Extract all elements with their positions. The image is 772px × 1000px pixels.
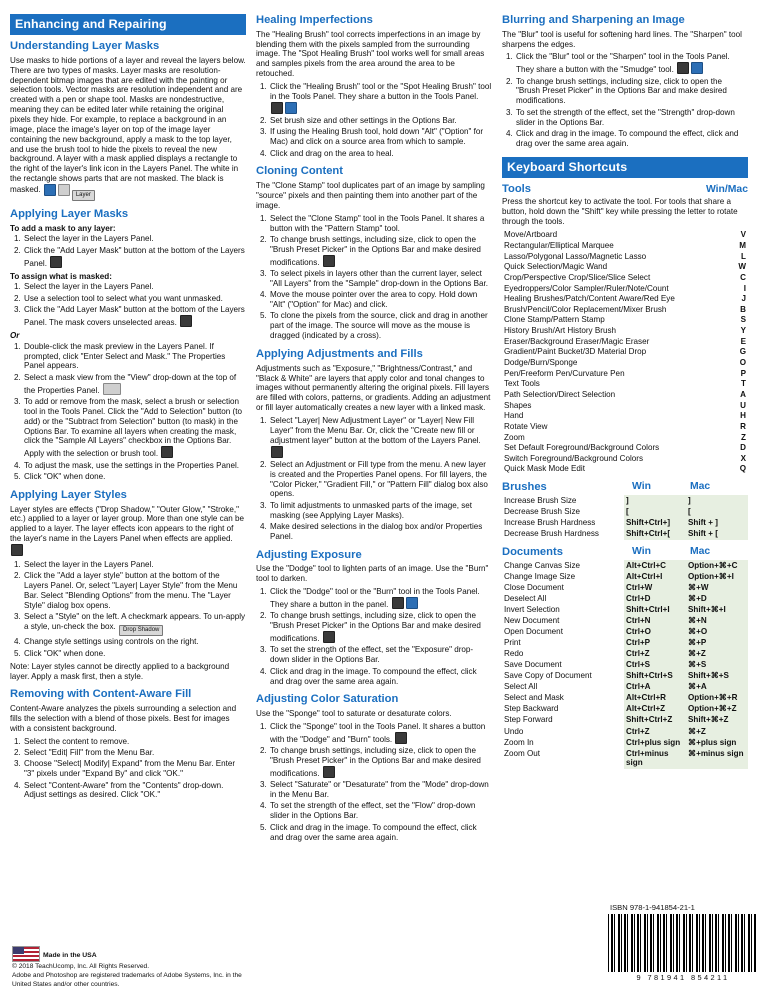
shortcut-name: Invert Selection — [504, 604, 560, 614]
drop-shadow-checkbox: Drop Shadow — [119, 625, 163, 636]
list-item: 5. Click "OK" when done. — [23, 649, 246, 659]
isbn-text: ISBN 978-1-941854-21-1 — [610, 902, 695, 912]
tool-name: Rectangular/Elliptical Marquee — [504, 241, 614, 250]
shortcut-win: Shift+Ctrl+Z — [624, 715, 686, 726]
shortcut-win: Alt+Ctrl+I — [624, 571, 686, 582]
shortcut-mac: Shift + ] — [686, 517, 748, 528]
tool-name: Text Tools — [504, 379, 540, 389]
list-item: 1. Click the "Dodge" tool or the "Burn" tool in the Tools Panel. They share a button in the panel. — [269, 587, 492, 610]
shortcut-name: Close Document — [504, 582, 564, 592]
list-item: 4. To set the strength of the effect, set the "Flow" drop-down slider in the Options Bar. — [269, 801, 492, 821]
brush-preset-picker-icon — [323, 255, 335, 267]
table-row — [502, 593, 748, 604]
brush-preset-picker-icon — [323, 766, 335, 778]
paragraph-layer-masks-intro: Use masks to hide portions of a layer and reveal the layers below. There are two types of masks. Layer masks are resolution-dependent bitmap images that are edited with the painting or selection tools. Vector masks are resolution independent and are created with a pen or shape tool. Masks are nondestructive, meaning they can be edited later while retaining the original pixels they hide. For example, to replace a background in an image, place the image's layer on top of the image layer containing the new background, apply a mask to the top layer, and use the brush tool to hide the pixels to reveal the new background. A layer with a mask applied displays a rectangle to the right of the layer's link icon in the Layers Panel. The white in the rectangle shows parts that are not masked. The black is masked. Layer — [10, 56, 246, 201]
tool-name: Hand — [504, 411, 524, 421]
table-row — [502, 304, 748, 315]
brushes-shortcut-table — [502, 495, 748, 539]
table-row — [502, 379, 748, 390]
table-row — [502, 682, 748, 693]
table-row — [502, 517, 748, 528]
tool-name: Brush/Pencil/Color Replacement/Mixer Brush — [504, 304, 667, 314]
list-item: 1. Select "Layer| New Adjustment Layer" or "Layer| New Fill Layer" from the Menu Bar. Or, click the "Create new fill or adjustment layer" button at the bottom of the Layers Panel. — [269, 416, 492, 458]
tool-key: E — [740, 336, 746, 346]
list-item: 2. Set brush size and other settings in the Options Bar. — [269, 116, 492, 126]
table-row — [502, 368, 748, 379]
tool-key: C — [740, 272, 746, 282]
table-row — [502, 358, 748, 369]
shortcut-name: Increase Brush Size — [504, 495, 577, 505]
usa-flag-icon — [12, 946, 40, 962]
list-item: 1. Double-click the mask preview in the Layers Panel. If prompted, click "Enter Select and Mask." The Properties Panel appears. — [23, 342, 246, 372]
list-item: 2. To change brush settings, including size, click to open the "Brush Preset Picker" in the Options Bar and make desired modifications. — [269, 611, 492, 644]
table-row — [502, 241, 748, 252]
shortcut-name: Open Document — [504, 627, 563, 637]
healing-brush-icon — [271, 102, 283, 114]
shortcut-mac: ⌘+A — [686, 682, 748, 693]
shortcut-win: Ctrl+plus sign — [624, 737, 686, 748]
tool-name: Gradient/Paint Bucket/3D Material Drop — [504, 347, 647, 357]
list-item: 3. To limit adjustments to unmasked parts of the image, set masking (see Applying Layer Masks). — [269, 501, 492, 521]
table-row — [502, 560, 748, 571]
table-row — [502, 432, 748, 443]
shortcut-mac: Option+⌘+Z — [686, 704, 748, 715]
list-assign-mask — [10, 282, 246, 327]
tool-key: W — [738, 262, 746, 272]
spot-healing-brush-icon — [285, 102, 297, 114]
table-row — [502, 495, 748, 506]
table-row — [502, 671, 748, 682]
shortcut-name: Change Canvas Size — [504, 560, 581, 570]
layer-effects-icon — [11, 544, 23, 556]
tool-name: Quick Mask Mode Edit — [504, 464, 585, 474]
list-item: 1. Select the "Clone Stamp" tool in the Tools Panel. It shares a button with the "Pattern Stamp" tool. — [269, 214, 492, 234]
table-row — [502, 626, 748, 637]
table-row — [502, 453, 748, 464]
list-item: 4. Make desired selections in the dialog box and/or Properties Panel. — [269, 522, 492, 542]
paragraph-exposure-intro: Use the "Dodge" tool to lighten parts of an image. Use the "Burn" tool to darken. — [256, 564, 489, 584]
list-item: 4. Move the mouse pointer over the area to copy. Hold down "Alt" ("Option" for Mac) and click. — [269, 290, 492, 310]
shortcut-mac: ⌘+Z — [686, 649, 748, 660]
table-row — [502, 400, 748, 411]
shortcut-win: Shift+Ctrl+] — [624, 517, 686, 528]
table-row — [502, 660, 748, 671]
table-row — [502, 283, 748, 294]
tool-name: Lasso/Polygonal Lasso/Magnetic Lasso — [504, 251, 647, 261]
table-row — [502, 411, 748, 422]
heading-applying-layer-styles: Applying Layer Styles — [10, 488, 127, 501]
paragraph-saturation-intro: Use the "Sponge" tool to saturate or desaturate colors. — [256, 709, 452, 719]
tool-name: Move/Artboard — [504, 230, 558, 240]
list-blur-sharpen — [502, 52, 748, 148]
list-item: 1. Select the layer in the Layers Panel. — [23, 560, 246, 570]
shortcut-name: Redo — [504, 649, 524, 659]
add-layer-mask-icon — [50, 256, 62, 268]
shortcut-win: Shift+Ctrl+I — [624, 604, 686, 615]
shortcut-win: ] — [624, 495, 686, 506]
documents-win-label: Win — [632, 545, 651, 557]
table-row — [502, 273, 748, 284]
list-item: 3. To add or remove from the mask, select a brush or selection tool in the Tools Panel. Click the "Add to Selection" button (to add) or the "Subtract from Selection" button (to mask) in the Options Bar. To examine all layers when creating the mask, click the "Sample All Layers" checkbox in the Options Bar. Apply with the selection or brush tool. — [23, 397, 246, 459]
table-row — [502, 422, 748, 433]
list-mask-properties — [10, 342, 246, 482]
tools-intro: Press the shortcut key to activate the tool. For tools that share a button, hold down the "Shift" key while pressing the letter to rotate through the tools. — [502, 197, 738, 227]
table-row — [502, 704, 748, 715]
list-item: 4. Select "Content-Aware" from the "Contents" drop-down. Adjust settings as desired. Click "OK." — [23, 781, 246, 801]
table-row — [502, 693, 748, 704]
list-add-mask — [10, 234, 246, 268]
selection-mode-icon — [161, 446, 173, 458]
list-item: 5. Click and drag in the image. To compound the effect, click and drag over the same area again. — [269, 823, 492, 843]
tool-name: Dodge/Burn/Sponge — [504, 358, 578, 368]
tool-name: Quick Selection/Magic Wand — [504, 262, 608, 272]
barcode-block — [608, 903, 758, 982]
shortcut-name: Step Forward — [504, 715, 553, 725]
table-row — [502, 506, 748, 517]
shortcut-win: Alt+Ctrl+R — [624, 693, 686, 704]
list-item: 4. Click and drag in the image. To compound the effect, click and drag over the same area again. — [515, 129, 748, 149]
add-layer-mask-icon — [180, 315, 192, 327]
tool-name: Shapes — [504, 400, 532, 410]
heading-healing-imperfections: Healing Imperfections — [256, 14, 373, 26]
column-middle — [256, 14, 502, 1000]
barcode-image — [608, 914, 756, 972]
list-item: 4. Click and drag in the image. To compound the effect, click and drag over the same area again. — [269, 667, 492, 687]
paragraph-layer-styles-intro: Layer styles are effects ("Drop Shadow," "Outer Glow," "Stroke," etc.) applied to a layer or layer group. More than one style can be applied to a layer. The layer effects icon appears to the right of the layer's name in the Layers Panel when effects are applied. — [10, 505, 246, 557]
heading-understanding-layer-masks: Understanding Layer Masks — [10, 40, 160, 53]
shortcut-win: Ctrl+Z — [624, 649, 686, 660]
list-item: 3. To set the strength of the effect, set the "Exposure" drop-down slider in the Options Bar. — [269, 645, 492, 665]
shortcut-name: Save Copy of Document — [504, 671, 592, 681]
shortcut-mac: Option+⌘+I — [686, 571, 748, 582]
shortcut-mac: ⌘+D — [686, 593, 748, 604]
made-in-usa-text: Made in the USA — [43, 952, 97, 960]
table-row — [502, 571, 748, 582]
list-item: 1. Select the layer in the Layers Panel. — [23, 282, 246, 292]
paragraph-adjustments-intro: Adjustments such as "Exposure," "Brightness/Contrast," and "Black & White" are layers that apply color and tonal changes to images without permanently altering the original pixels. Fill layers are filled with colors, patterns, or gradients. Adding an adjustment or fill layer automatically creates a new layer with a linked mask. — [256, 363, 491, 413]
brushes-mac-label: Mac — [690, 480, 711, 492]
list-item: 3. Select a "Style" on the left. A checkmark appears. To un-apply a style, un-check the box. Drop Shadow — [23, 612, 246, 636]
list-item: 3. Select "Saturate" or "Desaturate" from the "Mode" drop-down in the Menu Bar. — [269, 780, 492, 800]
tool-name: Rotate View — [504, 421, 548, 431]
list-item: 3. Click the "Add Layer Mask" button at the bottom of the Layers Panel. The mask covers unselected areas. — [23, 305, 246, 328]
list-item: 3. If using the Healing Brush tool, hold down "Alt" ("Option" for Mac) and click on a source area from which to sample. — [269, 127, 492, 147]
tool-key: I — [743, 283, 746, 293]
shortcut-name: Zoom Out — [504, 748, 540, 758]
shortcut-mac: Shift+⌘+S — [686, 671, 748, 682]
tool-key: A — [740, 389, 746, 399]
made-in-usa-row — [12, 946, 262, 963]
table-row — [502, 638, 748, 649]
list-item: 4. To adjust the mask, use the settings in the Properties Panel. — [23, 461, 246, 471]
tool-key: X — [740, 453, 746, 463]
view-dropdown-icon — [103, 383, 121, 395]
shortcut-name: Change Image Size — [504, 571, 576, 581]
shortcut-mac: ⌘+minus sign — [686, 748, 748, 769]
tool-key: L — [741, 251, 746, 261]
column-left — [10, 14, 256, 1000]
shortcut-mac: ⌘+O — [686, 626, 748, 637]
dodge-tool-icon — [392, 597, 404, 609]
tool-name: Healing Brushes/Patch/Content Aware/Red Eye — [504, 294, 675, 304]
list-item: 2. Click the "Add Layer Mask" button at the bottom of the Layers Panel. — [23, 246, 246, 269]
table-row — [502, 262, 748, 273]
list-adjustments — [256, 416, 492, 542]
tool-name: Eyedroppers/Color Sampler/Ruler/Note/Count — [504, 283, 669, 293]
shortcut-name: Decrease Brush Hardness — [504, 529, 599, 539]
shortcut-mac: Shift+⌘+I — [686, 604, 748, 615]
tool-key: V — [740, 230, 746, 240]
list-item: 5. Click "OK" when done. — [23, 472, 246, 482]
trademark-text: Adobe and Photoshop are registered trademarks of Adobe Systems, Inc. in the United States and/or other countries. — [12, 972, 242, 989]
shortcut-win: Ctrl+A — [624, 682, 686, 693]
tool-key: U — [740, 400, 746, 410]
table-row — [502, 582, 748, 593]
documents-shortcut-table — [502, 560, 748, 769]
tool-key: T — [741, 379, 746, 389]
tool-name: Path Selection/Direct Selection — [504, 389, 616, 399]
shortcut-name: Save Document — [504, 660, 562, 670]
tool-key: B — [740, 304, 746, 314]
list-item: 3. Choose "Select| Modify| Expand" from the Menu Bar. Enter "3" pixels under "Expand By" and click "OK." — [23, 759, 246, 779]
tool-key: M — [739, 241, 746, 250]
table-row — [502, 604, 748, 615]
copyright-text: © 2018 TeachUcomp, Inc. All Rights Reserved. — [12, 963, 150, 971]
tool-name: Crop/Perspective Crop/Slice/Slice Select — [504, 272, 651, 282]
brushes-table-header — [502, 481, 748, 495]
shortcut-name: Select All — [504, 682, 538, 692]
blur-tool-icon — [677, 62, 689, 74]
shortcut-name: Increase Brush Hardness — [504, 518, 596, 528]
paragraph-content-aware-intro: Content-Aware analyzes the pixels surrounding a selection and fills the selection with a blend of those pixels. Best for images with a consistent background. — [10, 704, 237, 733]
tool-key: O — [739, 358, 746, 368]
table-row — [502, 737, 748, 748]
shortcut-name: Select and Mask — [504, 693, 564, 703]
table-row — [502, 443, 748, 454]
shortcut-name: Undo — [504, 726, 524, 736]
label-or: Or — [10, 330, 20, 340]
shortcut-win: [ — [624, 506, 686, 517]
list-healing — [256, 82, 492, 159]
tools-table-header — [502, 183, 748, 197]
tool-name: Switch Foreground/Background Colors — [504, 453, 644, 463]
shortcut-mac: ⌘+W — [686, 582, 748, 593]
list-item: 2. Select a mask view from the "View" drop-down at the top of the Properties Panel. — [23, 373, 246, 396]
paragraph-healing-intro: The "Healing Brush" tool corrects imperfections in an image by blending them with the pixels sampled from the surrounding image. The "Spot Healing Brush" tool works well for small areas and samples pixels from the area around the area to be retouched. — [256, 29, 485, 79]
brushes-label: Brushes — [502, 480, 547, 493]
list-content-aware — [10, 737, 246, 801]
tool-name: Clone Stamp/Pattern Stamp — [504, 315, 605, 325]
tool-key: H — [740, 411, 746, 421]
list-item: 2. To change brush settings, including size, click to open the "Brush Preset Picker" in the Options Bar and make desired modifications. — [269, 746, 492, 779]
heading-blurring-sharpening: Blurring and Sharpening an Image — [502, 14, 685, 26]
shortcut-win: Ctrl+Z — [624, 726, 686, 737]
shortcut-mac: ⌘+plus sign — [686, 737, 748, 748]
table-row — [502, 230, 748, 241]
list-item: 2. Select an Adjustment or Fill type from the menu. A new layer is created and the Properties Panel opens. For fill layers, the "Color Picker," "Gradient Fill," or "Pattern Fill" dialog box also opens. — [269, 460, 492, 499]
list-item: 1. Select the layer in the Layers Panel. — [23, 234, 246, 244]
subheading-add-mask-any-layer: To add a mask to any layer: — [10, 223, 116, 233]
list-item: 1. Click the "Blur" tool or the "Sharpen" tool in the Tools Panel. They share a button with the "Smudge" tool. — [515, 52, 748, 75]
shortcut-win: Shift+Ctrl+[ — [624, 529, 686, 540]
tool-key: Z — [741, 432, 746, 442]
tool-key: S — [740, 315, 746, 325]
table-row — [502, 615, 748, 626]
shortcut-mac: [ — [686, 506, 748, 517]
shortcut-mac: ⌘+Z — [686, 726, 748, 737]
shortcut-win: Ctrl+W — [624, 582, 686, 593]
tools-key-column-label: Win/Mac — [705, 183, 748, 195]
brushes-win-label: Win — [632, 480, 651, 492]
paragraph-blur-intro: The "Blur" tool is useful for softening hard lines. The "Sharpen" tool sharpens the edges. — [502, 29, 742, 49]
list-saturation — [256, 722, 492, 842]
tool-key: Q — [739, 464, 746, 474]
table-row — [502, 347, 748, 358]
create-new-fill-adjustment-layer-icon — [271, 446, 283, 458]
list-item: 2. Use a selection tool to select what you want unmasked. — [23, 294, 246, 304]
list-item: 2. Select "Edit| Fill" from the Menu Bar. — [23, 748, 246, 758]
tool-key: J — [741, 294, 746, 304]
tool-name: Zoom — [504, 432, 525, 442]
shortcut-name: Print — [504, 638, 521, 648]
tool-name: Pen/Freeform Pen/Curvature Pen — [504, 368, 625, 378]
table-row — [502, 715, 748, 726]
list-item: 2. Click the "Add a layer style" button at the bottom of the Layers Panel. Or, select "Layer| Layer Style" from the Menu Bar. Select "Blending Options" from the menu. The "Layer Style" dialog box opens. — [23, 571, 246, 610]
heading-applying-layer-masks: Applying Layer Masks — [10, 207, 129, 220]
table-row — [502, 326, 748, 337]
shortcut-mac: ⌘+P — [686, 638, 748, 649]
shortcut-name: Deselect All — [504, 593, 547, 603]
tool-key: P — [740, 368, 746, 378]
list-item: 3. To select pixels in layers other than the current layer, select "All Layers" from the "Sample" drop-down in the Options Bar. — [269, 269, 492, 289]
tool-key: D — [740, 443, 746, 453]
shortcut-win: Ctrl+D — [624, 593, 686, 604]
list-item: 3. To set the strength of the effect, set the "Strength" drop-down slider in the Options Bar. — [515, 108, 748, 128]
shortcut-win: Ctrl+minus sign — [624, 748, 686, 769]
table-row — [502, 649, 748, 660]
column-right — [502, 14, 748, 1000]
tool-key: R — [740, 421, 746, 431]
shortcut-name: Step Backward — [504, 704, 559, 714]
documents-mac-label: Mac — [690, 545, 711, 557]
layer-mask-thumbnail-icons: Layer — [43, 184, 96, 201]
tool-key: G — [739, 347, 746, 357]
shortcut-win: Ctrl+S — [624, 660, 686, 671]
subheading-assign-what-masked: To assign what is masked: — [10, 271, 112, 281]
tool-name: Set Default Foreground/Background Colors — [504, 443, 660, 453]
heading-adjusting-exposure: Adjusting Exposure — [256, 548, 362, 561]
shortcut-mac: ] — [686, 495, 748, 506]
page-footer — [12, 946, 262, 990]
sharpen-tool-icon — [691, 62, 703, 74]
list-item: 4. Click and drag on the area to heal. — [269, 149, 492, 159]
note-layer-styles: Note: Layer styles cannot be directly applied to a background layer. Apply a mask first, then a style. — [10, 661, 230, 681]
shortcut-win: Ctrl+O — [624, 626, 686, 637]
list-item: 2. To change brush settings, including size, click to open the "Brush Preset Picker" in the Options Bar and make desired modifications. — [515, 77, 748, 107]
heading-cloning-content: Cloning Content — [256, 165, 343, 178]
shortcut-name: Zoom In — [504, 737, 534, 747]
shortcut-mac: ⌘+N — [686, 615, 748, 626]
table-row — [502, 315, 748, 326]
list-layer-styles — [10, 560, 246, 659]
sponge-tool-icon — [395, 732, 407, 744]
tool-key: Y — [740, 326, 746, 336]
list-item: 1. Select the content to remove. — [23, 737, 246, 747]
documents-label: Documents — [502, 545, 563, 558]
list-item: 1. Click the "Healing Brush" tool or the "Spot Healing Brush" tool in the Tools Panel. They share a button in the Tools Panel. — [269, 82, 492, 115]
shortcut-name: New Document — [504, 616, 560, 626]
tool-name: History Brush/Art History Brush — [504, 326, 616, 336]
shortcut-win: Alt+Ctrl+Z — [624, 704, 686, 715]
list-item: 2. To change brush settings, including size, click to open the "Brush Preset Picker" in the Options Bar and make desired modifications. — [269, 235, 492, 268]
brush-preset-picker-icon — [323, 631, 335, 643]
list-item: 1. Click the "Sponge" tool in the Tools Panel. It shares a button with the "Dodge" and "Burn" tools. — [269, 722, 492, 745]
table-row — [502, 464, 748, 475]
paragraph-cloning-intro: The "Clone Stamp" tool duplicates part of an image by sampling "source" pixels and then painting them into another part of the image. — [256, 181, 485, 210]
table-row — [502, 294, 748, 305]
heading-applying-adjustments-fills: Applying Adjustments and Fills — [256, 348, 423, 361]
barcode-number: 9 781941 854211 — [636, 972, 730, 982]
shortcut-mac: Shift+⌘+Z — [686, 715, 748, 726]
table-row — [502, 251, 748, 262]
list-exposure — [256, 587, 492, 686]
heading-adjusting-color-saturation: Adjusting Color Saturation — [256, 693, 399, 706]
shortcut-mac: Shift + [ — [686, 529, 748, 540]
shortcut-win: Shift+Ctrl+S — [624, 671, 686, 682]
table-row — [502, 336, 748, 347]
heading-removing-content-aware-fill: Removing with Content-Aware Fill — [10, 688, 192, 701]
shortcut-win: Alt+Ctrl+C — [624, 560, 686, 571]
table-row — [502, 390, 748, 401]
section-title-keyboard-shortcuts: Keyboard Shortcuts — [502, 157, 748, 178]
list-item: 5. To clone the pixels from the source, click and drag in another part of the image. The source will move as the mouse is dragged (indicated by a cross). — [269, 311, 492, 341]
table-row — [502, 748, 748, 769]
shortcut-name: Decrease Brush Size — [504, 507, 581, 516]
shortcut-win: Ctrl+N — [624, 615, 686, 626]
list-cloning — [256, 214, 492, 341]
burn-tool-icon — [406, 597, 418, 609]
shortcut-mac: Option+⌘+C — [686, 560, 748, 571]
shortcut-win: Ctrl+P — [624, 638, 686, 649]
list-item: 4. Change style settings using controls on the right. — [23, 637, 246, 647]
table-row — [502, 726, 748, 737]
shortcut-mac: ⌘+S — [686, 660, 748, 671]
tool-name: Eraser/Background Eraser/Magic Eraser — [504, 336, 650, 346]
documents-table-header — [502, 546, 748, 560]
tools-shortcut-table — [502, 230, 748, 475]
section-title-enhancing-repairing: Enhancing and Repairing — [10, 14, 246, 35]
tools-label: Tools — [502, 182, 532, 195]
shortcut-mac: Option+⌘+R — [686, 693, 748, 704]
table-row — [502, 529, 748, 540]
